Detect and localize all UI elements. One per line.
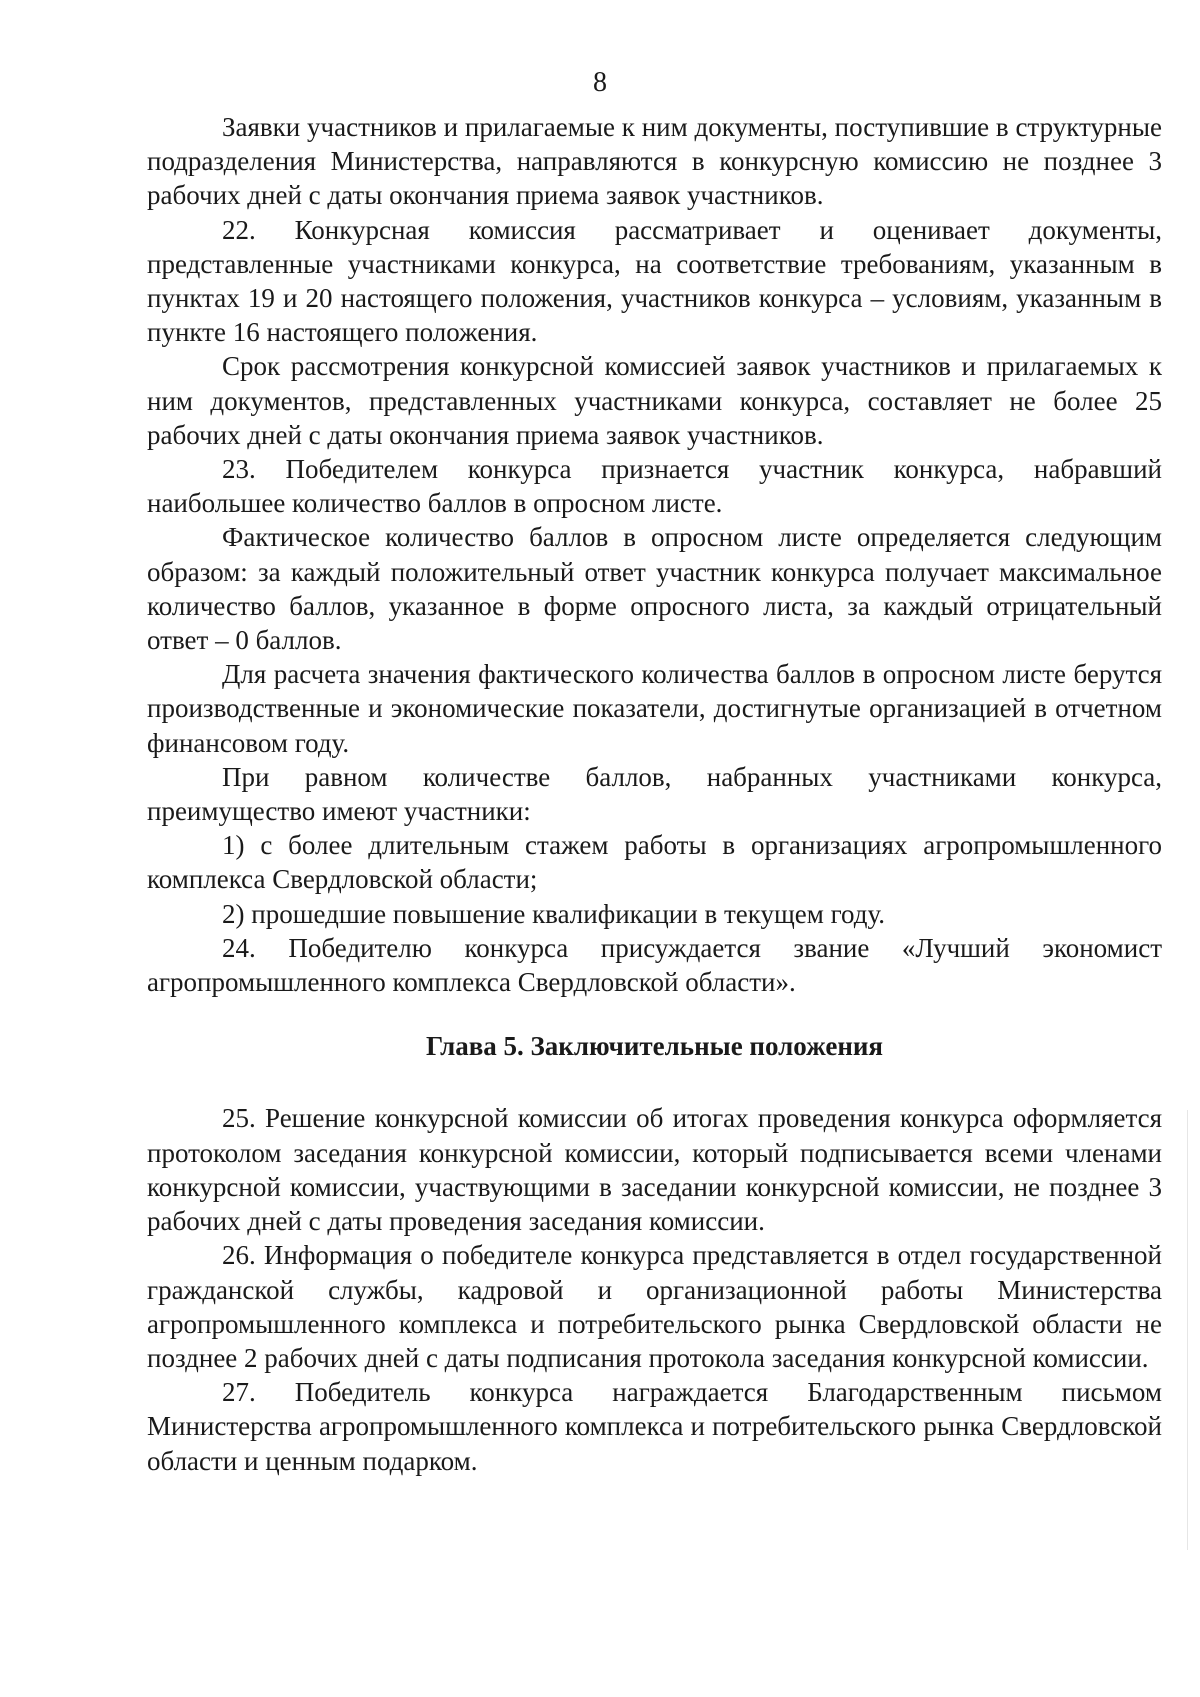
chapter-heading: Глава 5. Заключительные положения xyxy=(425,1031,884,1062)
paragraph-review-period: Срок рассмотрения конкурсной комиссией заявок участников и прилагаемых к ним документов, представленных участниками конкурса, составляет не более 25 рабочих дней с даты окончания приема заявок участников. xyxy=(147,351,1162,450)
paragraph-27: 27. Победитель конкурса награждается Благодарственным письмом Министерства агропромышленного комплекса и потребительского рынка Свердловской области и ценным подарком. xyxy=(147,1377,1162,1476)
paragraph-25: 25. Решение конкурсной комиссии об итогах проведения конкурса оформляется протоколом заседания конкурсной комиссии, который подписывается всеми членами конкурсной комиссии, участвующими в заседании конкурсной комиссии, не позднее 3 рабочих дней с даты проведения заседания комиссии. xyxy=(147,1103,1162,1237)
paragraph-26: 26. Информация о победителе конкурса представляется в отдел государственной гражданской службы, кадровой и организационной работы Министерства агропромышленного комплекса и потребительского рынка Свердловской области не позднее 2 рабочих дней с даты подписания протокола заседания конкурсной комиссии. xyxy=(147,1240,1162,1373)
page-number: 8 xyxy=(593,67,607,98)
paragraph-score-definition: Фактическое количество баллов в опросном листе определяется следующим образом: за каждый положительный ответ участник конкурса получает максимальное количество баллов, указанное в форме опросного листа, за каждый отрицательный ответ – 0 баллов. xyxy=(147,522,1162,656)
paragraph-23: 23. Победителем конкурса признается участник конкурса, набравший наибольшее количество баллов в опросном листе. xyxy=(147,454,1162,519)
scan-edge-line xyxy=(1187,1110,1188,1550)
document-body xyxy=(147,110,1162,1478)
paragraph-equal-score: При равном количестве баллов, набранных участниками конкурса, преимущество имеют участники: xyxy=(147,761,1162,827)
paragraph-22: 22. Конкурсная комиссия рассматривает и оценивает документы, представленные участниками конкурса, на соответствие требованиям, указанным в пунктах 19 и 20 настоящего положения, участников конкурса – условиям, указанным в пункте 16 настоящего положения. xyxy=(147,214,1162,348)
paragraph-24: 24. Победителю конкурса присуждается звание «Лучший экономист агропромышленного комплекса Свердловской области». xyxy=(147,932,1162,998)
list-item-1: 1) с более длительным стажем работы в организациях агропромышленного комплекса Свердловской области; xyxy=(147,830,1162,895)
list-item-2: 2) прошедшие повышение квалификации в текущем году. xyxy=(222,898,885,929)
paragraph-applications-forwarding: Заявки участников и прилагаемые к ним документы, поступившие в структурные подразделения Министерства, направляются в конкурсную комиссию не позднее 3 рабочих дней с даты окончания приема заявок участников. xyxy=(147,112,1162,211)
paragraph-score-calculation: Для расчета значения фактического количества баллов в опросном листе берутся производственные и экономические показатели, достигнутые организацией в отчетном финансовом году. xyxy=(147,659,1162,758)
